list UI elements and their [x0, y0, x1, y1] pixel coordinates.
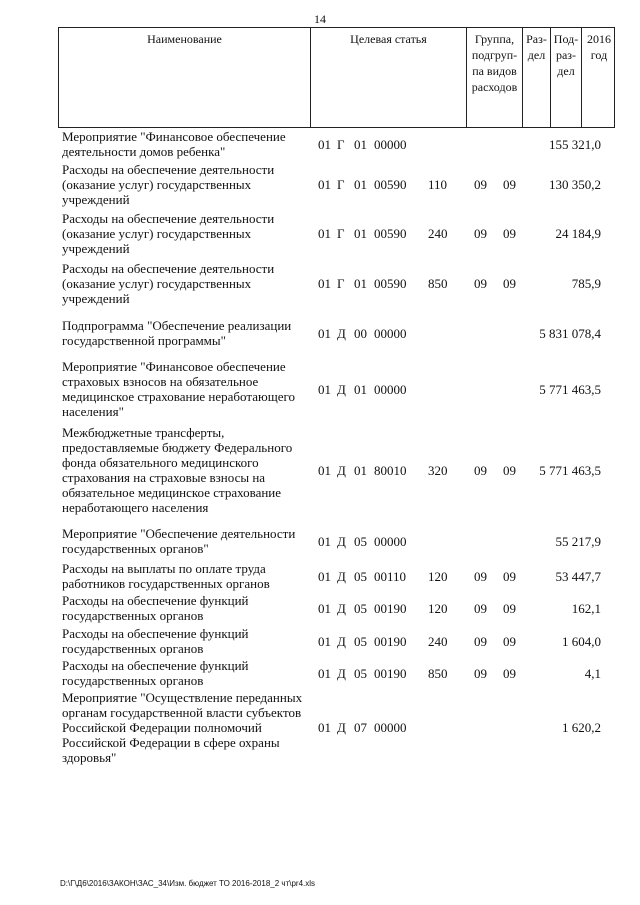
cell-amount: 5 831 078,4 [539, 326, 601, 341]
code-direction: 00590 [374, 276, 407, 291]
cell-subsection: 09 [503, 177, 516, 192]
code-subprogram: Г [337, 137, 345, 152]
header-group: Группа, подгруп- па видов расходов [467, 28, 523, 127]
code-program: 01 [318, 634, 331, 649]
cell-subsection: 09 [503, 276, 516, 291]
code-event: 05 [354, 534, 367, 549]
code-direction: 00000 [374, 720, 407, 735]
code-direction: 00000 [374, 326, 407, 341]
code-subprogram: Г [337, 226, 345, 241]
header-target: Целевая статья [311, 28, 467, 127]
row-name-line: учреждений [62, 192, 130, 207]
row-name-line: фонда обязательного медицинского [62, 455, 259, 470]
row-name-line: населения" [62, 404, 124, 419]
cell-amount: 55 217,9 [555, 534, 601, 549]
table-header [58, 27, 615, 128]
cell-amount: 4,1 [584, 666, 601, 681]
row-name-line: Расходы на обеспечение деятельности [62, 211, 275, 226]
cell-group: 240 [428, 226, 448, 241]
cell-group: 110 [428, 177, 448, 192]
row-name-line: Межбюджетные трансферты, [62, 425, 225, 440]
row-name-line: Расходы на обеспечение деятельности [62, 261, 275, 276]
cell-subsection: 09 [503, 634, 516, 649]
row-name-line: органам государственной власти субъектов [62, 705, 302, 720]
header-subsection: Под- раз- дел [551, 28, 582, 127]
code-program: 01 [318, 534, 331, 549]
header-year: 2016 год [587, 32, 611, 62]
code-direction: 00190 [374, 666, 407, 681]
row-name-line: Российской Федерации полномочий [62, 720, 262, 735]
code-subprogram: Г [337, 276, 345, 291]
code-program: 01 [318, 720, 331, 735]
page-number: 14 [314, 12, 326, 26]
row-name-line: (оказание услуг) государственных [62, 276, 252, 291]
row-name-line: учреждений [62, 291, 130, 306]
cell-amount: 1 620,2 [562, 720, 601, 735]
cell-section: 09 [474, 601, 487, 616]
code-subprogram: Д [337, 534, 346, 549]
code-subprogram: Д [337, 382, 346, 397]
code-program: 01 [318, 463, 331, 478]
cell-group: 320 [428, 463, 448, 478]
row-name-line: предоставляемые бюджету Федерального [62, 440, 293, 455]
cell-amount: 130 350,2 [549, 177, 601, 192]
row-name-line: обязательное медицинское страхование [62, 485, 282, 500]
cell-section: 09 [474, 569, 487, 584]
cell-subsection: 09 [503, 601, 516, 616]
row-name-line: здоровья" [62, 750, 117, 765]
code-direction: 00000 [374, 137, 407, 152]
code-subprogram: Д [337, 601, 346, 616]
row-name-line: Мероприятие "Финансовое обеспечение [62, 129, 286, 144]
code-direction: 00000 [374, 382, 407, 397]
cell-group: 240 [428, 634, 448, 649]
cell-amount: 162,1 [571, 601, 601, 616]
row-name-line: (оказание услуг) государственных [62, 177, 252, 192]
row-name [62, 561, 307, 591]
code-event: 07 [354, 720, 367, 735]
code-program: 01 [318, 601, 331, 616]
cell-section: 09 [474, 177, 487, 192]
cell-amount: 5 771 463,5 [539, 382, 601, 397]
row-name-line: Расходы на обеспечение функций [62, 593, 249, 608]
code-program: 01 [318, 666, 331, 681]
code-event: 05 [354, 634, 367, 649]
code-subprogram: Д [337, 463, 346, 478]
row-name [62, 626, 307, 656]
row-name-line: медицинское страхование неработающего [62, 389, 295, 404]
row-name [62, 318, 307, 348]
row-name-line: учреждений [62, 241, 130, 256]
code-direction: 00190 [374, 634, 407, 649]
cell-subsection: 09 [503, 666, 516, 681]
cell-section: 09 [474, 226, 487, 241]
code-event: 01 [354, 463, 367, 478]
row-name [62, 593, 307, 623]
row-name [62, 211, 307, 256]
cell-amount: 1 604,0 [562, 634, 601, 649]
row-name [62, 162, 307, 207]
code-event: 05 [354, 569, 367, 584]
code-subprogram: Д [337, 326, 346, 341]
cell-amount: 53 447,7 [555, 569, 601, 584]
code-subprogram: Д [337, 666, 346, 681]
code-direction: 80010 [374, 463, 407, 478]
code-event: 01 [354, 226, 367, 241]
code-direction: 00590 [374, 226, 407, 241]
row-name-line: Расходы на выплаты по оплате труда [62, 561, 266, 576]
code-event: 00 [354, 326, 367, 341]
code-direction: 00590 [374, 177, 407, 192]
code-event: 05 [354, 601, 367, 616]
code-event: 01 [354, 177, 367, 192]
cell-group: 850 [428, 276, 448, 291]
row-name [62, 359, 307, 419]
row-name [62, 261, 307, 306]
code-program: 01 [318, 137, 331, 152]
code-program: 01 [318, 382, 331, 397]
row-name [62, 425, 307, 515]
cell-subsection: 09 [503, 226, 516, 241]
row-name-line: Расходы на обеспечение деятельности [62, 162, 275, 177]
code-direction: 00000 [374, 534, 407, 549]
row-name-line: деятельности домов ребенка" [62, 144, 226, 159]
row-name-line: государственных органов [62, 608, 204, 623]
code-program: 01 [318, 177, 331, 192]
cell-group: 120 [428, 601, 448, 616]
code-subprogram: Д [337, 634, 346, 649]
cell-section: 09 [474, 634, 487, 649]
cell-section: 09 [474, 463, 487, 478]
row-name-line: неработающего населения [62, 500, 209, 515]
code-event: 05 [354, 666, 367, 681]
cell-section: 09 [474, 276, 487, 291]
cell-group: 120 [428, 569, 448, 584]
row-name-line: Расходы на обеспечение функций [62, 658, 249, 673]
cell-subsection: 09 [503, 463, 516, 478]
code-event: 01 [354, 137, 367, 152]
header-section: Раз- дел [523, 28, 551, 127]
cell-amount: 155 321,0 [549, 137, 601, 152]
row-name-line: Подпрограмма "Обеспечение реализации [62, 318, 292, 333]
cell-section: 09 [474, 666, 487, 681]
code-program: 01 [318, 276, 331, 291]
row-name-line: Российской Федерации в сфере охраны [62, 735, 280, 750]
row-name-line: (оказание услуг) государственных [62, 226, 252, 241]
code-subprogram: Д [337, 569, 346, 584]
row-name [62, 658, 307, 688]
row-name-line: государственных органов [62, 641, 204, 656]
row-name-line: Мероприятие "Финансовое обеспечение [62, 359, 286, 374]
cell-subsection: 09 [503, 569, 516, 584]
row-name-line: Мероприятие "Обеспечение деятельности [62, 526, 296, 541]
row-name-line: работников государственных органов [62, 576, 270, 591]
row-name-line: государственных органов" [62, 541, 209, 556]
row-name-line: Мероприятие "Осуществление переданных [62, 690, 303, 705]
code-event: 01 [354, 276, 367, 291]
file-path-footer: D:\Г\Д6\2016\ЗАКОН\ЗАС_34\Изм. бюджет ТО 2016-2018_2 чт\pr4.xls [60, 879, 316, 888]
row-name-line: государственной программы" [62, 333, 226, 348]
row-name-line: Расходы на обеспечение функций [62, 626, 249, 641]
code-direction: 00190 [374, 601, 407, 616]
row-name [62, 129, 307, 159]
cell-amount: 24 184,9 [555, 226, 601, 241]
row-name-line: государственных органов [62, 673, 204, 688]
cell-amount: 785,9 [571, 276, 601, 291]
row-name-line: страхования на страховые взносы на [62, 470, 266, 485]
cell-amount: 5 771 463,5 [539, 463, 601, 478]
code-direction: 00110 [374, 569, 407, 584]
code-subprogram: Д [337, 720, 346, 735]
row-name [62, 526, 307, 556]
cell-group: 850 [428, 666, 448, 681]
row-name [62, 690, 307, 765]
code-event: 01 [354, 382, 367, 397]
code-program: 01 [318, 569, 331, 584]
row-name-line: страховых взносов на обязательное [62, 374, 259, 389]
code-subprogram: Г [337, 177, 345, 192]
code-program: 01 [318, 326, 331, 341]
code-program: 01 [318, 226, 331, 241]
header-name: Наименование [59, 28, 311, 127]
